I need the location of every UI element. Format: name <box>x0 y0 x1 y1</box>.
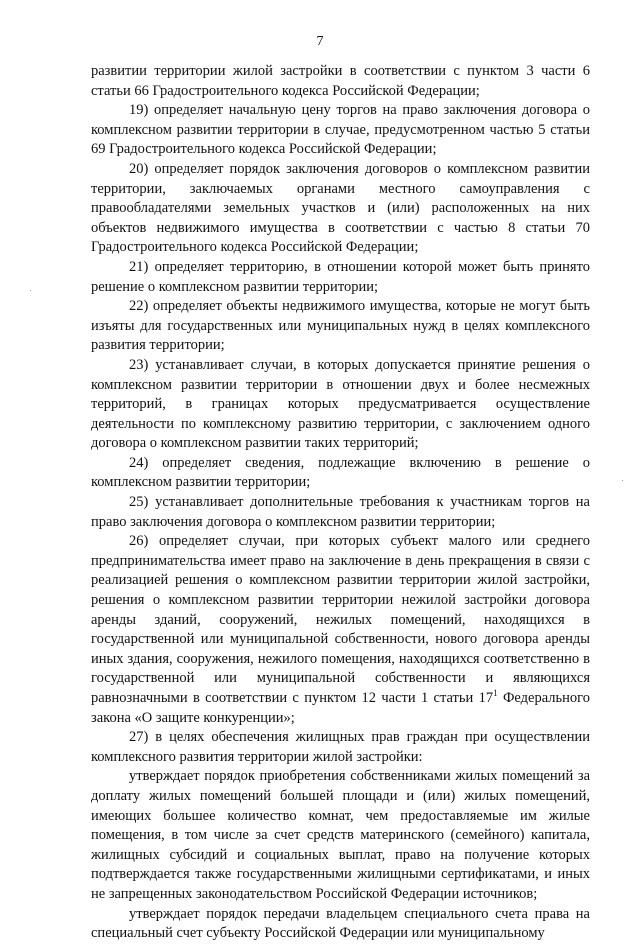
paragraph-item-20: 20) определяет порядок заключения договоров о комплексном развитии территории, заключаемых органами местного самоуправления с правообладателями земельных участков и (или) расположенных на них объектов недвижимого имущества в соответствии с частью 8 статьи 70 Градостроительного кодекса Российской Федерации; <box>91 160 590 256</box>
scan-speck <box>30 290 31 291</box>
superscript-marker: 1 <box>493 688 498 699</box>
paragraph-item-27: 27) в целях обеспечения жилищных прав граждан при осуществлении комплексного развития территории жилой застройки: <box>91 729 590 765</box>
paragraph-continuation: развитии территории жилой застройки в соответствии с пунктом 3 части 6 статьи 66 Градостроительного кодекса Российской Федерации; <box>91 63 590 99</box>
document-body <box>91 62 590 944</box>
paragraph-item-26 <box>91 532 590 728</box>
paragraph-item-27-subitem-2: утверждает порядок передачи владельцем специального счета права на специальный счет субъекту Российской Федерации или муниципальному <box>91 905 590 942</box>
scan-speck <box>622 480 623 481</box>
paragraph-item-27-subitem-1: утверждает порядок приобретения собственниками жилых помещений за доплату жилых помещений большей площади и (или) жилых помещений, имеющих большее количество комнат, чем предоставляемые им жилые помещения, в том числе за счет средств материнского (семейного) капитала, жилищных субсидий и социальных выплат, право на получение которых подтверждается также государственными жилищными сертификатами, и иных не запрещенных законодательством Российской Федерации источников; <box>91 768 590 902</box>
paragraph-item-26-text: 26) определяет случаи, при которых субъект малого или среднего предпринимательства имеет право на заключение в день прекращения в связи с реализацией решения о комплексном развитии территории жилой застройки, решения о комплексном развитии территории нежилой застройки договора аренды зданий, сооружений, нежилых помещений, находящихся в государственной или муниципальной собственности, нового договора аренды иных здания, сооружения, нежилого помещения, находящихся соответственно в государственной или муниципальной собственности и являющихся равнозначными в соответствии с пунктом 12 части 1 статьи 17 <box>91 533 590 706</box>
paragraph-item-26-tail: Федерального закона «О защите конкуренции»; <box>91 690 590 726</box>
paragraph-item-22: 22) определяет объекты недвижимого имущества, которые не могут быть изъяты для государственных или муниципальных нужд в целях комплексного развития территории; <box>91 298 590 354</box>
paragraph-item-23: 23) устанавливает случаи, в которых допускается принятие решения о комплексном развитии территории в отношении двух и более несмежных территорий, в границах которых предусматривается осуществление деятельности по комплексному развитию территории, с заключением одного договора о комплексном развитии таких территорий; <box>91 356 590 452</box>
paragraph-item-24: 24) определяет сведения, подлежащие включению в решение о комплексном развитии территории; <box>91 454 590 491</box>
paragraph-item-25: 25) устанавливает дополнительные требования к участникам торгов на право заключения договора о комплексном развитии территории; <box>91 494 590 530</box>
paragraph-item-21: 21) определяет территорию, в отношении которой может быть принято решение о комплексном развитии территории; <box>91 258 590 295</box>
paragraph-item-19: 19) определяет начальную цену торгов на право заключения договора о комплексном развитии территории в случае, предусмотренном частью 5 статьи 69 Градостроительного кодекса Российской Федерации; <box>91 102 590 158</box>
page-number: 7 <box>316 34 324 49</box>
